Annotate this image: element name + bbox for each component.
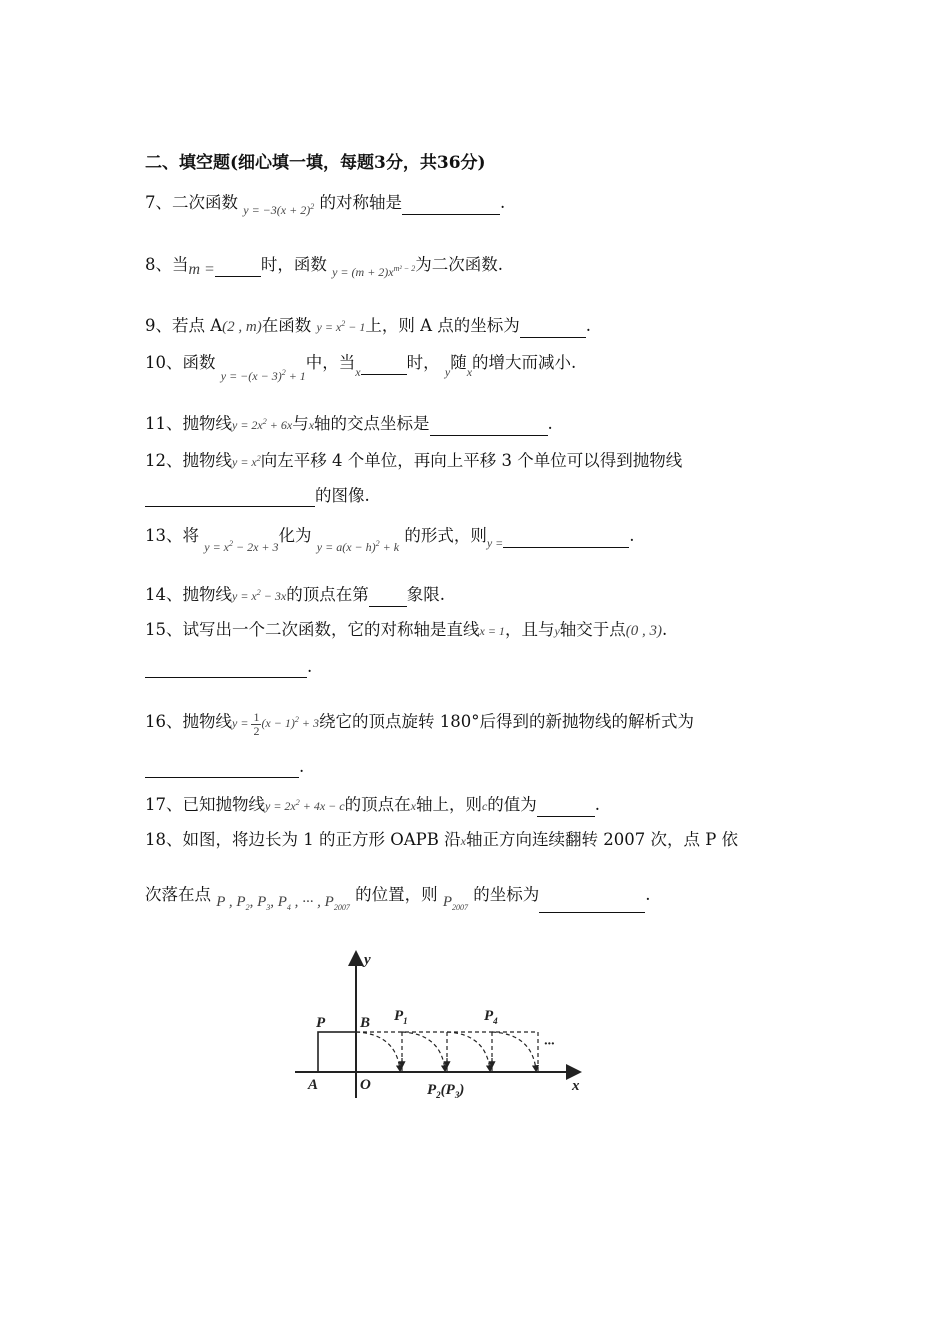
q17-suffix: 的值为 xyxy=(487,795,537,814)
question-12 xyxy=(145,448,682,473)
q13-equation-1 xyxy=(204,540,278,554)
q18-line2-prefix: 次落在点 xyxy=(145,885,211,904)
q10-equation xyxy=(221,369,306,383)
q10-suffix: 的增大而减小. xyxy=(472,353,577,372)
figure-dots: ··· xyxy=(544,1037,555,1052)
q14-mid: 的顶点在第 xyxy=(286,585,369,604)
q15-suffix: 轴交于点 xyxy=(559,620,626,639)
q18-line1-suffix: 轴正方向连续翻转 2007 次，点 P 依 xyxy=(465,830,739,849)
q18-line1-prefix: 18、如图，将边长为 1 的正方形 OAPB 沿 xyxy=(145,830,461,849)
question-18 xyxy=(145,829,738,852)
q12-suffix: 向左平移 4 个单位，再向上平移 3 个单位可以得到抛物线 xyxy=(260,451,683,470)
q9-equation xyxy=(317,320,366,334)
q10-eq-b: + 1 xyxy=(285,369,306,383)
q17-equation xyxy=(265,799,345,813)
q18-p-last-sub: 2007 xyxy=(452,903,468,912)
x-axis-label: x xyxy=(572,1078,580,1094)
q16-prefix: 16、抛物线 xyxy=(145,712,232,731)
q18-p-last xyxy=(443,894,468,910)
q8-answer-blank[interactable] xyxy=(215,258,261,277)
q7-eq-base: y = −3(x + 2) xyxy=(243,203,311,217)
q10-mid3: 随 xyxy=(450,353,467,372)
q17-end: . xyxy=(594,795,601,814)
q13-end: . xyxy=(629,526,635,545)
q18-p4: , P xyxy=(270,894,287,910)
q13-equation-2 xyxy=(317,540,399,554)
q9-point: (2 , m) xyxy=(222,319,262,335)
q13-prefix: 13、将 xyxy=(145,526,199,545)
q18-x: x xyxy=(460,834,466,848)
q8-eq-exp: m² − 2 xyxy=(393,264,416,273)
q18-points xyxy=(216,894,350,910)
q12-eq-exp: 2 xyxy=(256,454,261,463)
q13-eq-a: y = x xyxy=(204,540,229,554)
q10-x: x xyxy=(355,365,361,379)
q14-eq-a: y = x xyxy=(232,589,257,603)
q18-dots: , ··· , P xyxy=(290,894,334,910)
q18-p-last-label: P xyxy=(442,894,452,910)
label-P1: $P_1$ xyxy=(394,1008,408,1026)
q15-answer-blank[interactable] xyxy=(145,659,307,678)
question-12-line2 xyxy=(145,485,370,507)
q13-eq-b: − 2x + 3 xyxy=(233,540,279,554)
q11-eq-b: + 6x xyxy=(266,418,293,432)
q15-y: y xyxy=(554,624,560,638)
q18-p2-sub: 2 xyxy=(245,903,250,912)
q15-mid: ，且与 xyxy=(504,620,555,639)
q11-prefix: 11、抛物线 xyxy=(145,414,232,433)
question-7 xyxy=(145,190,505,215)
q17-eq-b: + 4x − c xyxy=(299,799,345,813)
question-16-line2 xyxy=(145,756,304,778)
q16-line2-end: . xyxy=(299,757,305,776)
q15-equation: x = 1 xyxy=(479,624,505,638)
q9-mid: 在函数 xyxy=(261,316,312,335)
q13-suffix: 的形式，则 xyxy=(404,526,487,545)
q9-end: . xyxy=(585,316,592,335)
q18-answer-blank[interactable] xyxy=(539,894,645,913)
q17-answer-blank[interactable] xyxy=(537,798,595,817)
label-P2-P3: $P_2(P_3)$ xyxy=(427,1082,465,1100)
q18-line2-suffix: 的坐标为 xyxy=(473,885,540,904)
q7-end: . xyxy=(499,193,506,212)
question-15 xyxy=(145,619,667,642)
square-flip-figure xyxy=(290,948,590,1108)
label-P: P xyxy=(316,1015,326,1031)
q18-line2-mid: 的位置，则 xyxy=(355,885,438,904)
q13-eq-c: y = a(x − h) xyxy=(316,540,376,554)
q10-prefix: 10、函数 xyxy=(145,353,216,372)
q7-prefix: 7、二次函数 xyxy=(145,193,238,212)
drop-arrows xyxy=(402,1058,492,1066)
question-9 xyxy=(145,313,591,338)
q17-mid: 的顶点在 xyxy=(344,795,411,814)
q11-answer-blank[interactable] xyxy=(430,417,548,436)
q13-mid: 化为 xyxy=(278,526,312,545)
q11-end: . xyxy=(547,414,553,433)
q12-eq-a: y = x xyxy=(232,455,257,469)
q9-suffix: 上，则 A 点的坐标为 xyxy=(365,316,520,335)
q8-mid: 时，函数 xyxy=(260,255,327,274)
q8-prefix: 8、当 xyxy=(145,255,189,274)
q17-mid2: 轴上，则 xyxy=(415,795,482,814)
label-O: O xyxy=(360,1077,371,1093)
q10-y: y xyxy=(444,365,451,379)
q16-equation xyxy=(232,709,319,738)
question-15-line2 xyxy=(145,656,312,678)
q14-suffix: 象限. xyxy=(406,585,445,604)
q10-answer-blank[interactable] xyxy=(361,356,407,375)
question-11 xyxy=(145,411,553,436)
q16-eq-y: y = xyxy=(232,716,249,730)
q18-end: . xyxy=(645,885,651,904)
label-P4: $P_4$ xyxy=(484,1008,498,1026)
q8-suffix: 为二次函数. xyxy=(415,255,503,274)
q14-eq-exp: 2 xyxy=(256,588,261,597)
section-heading: 二、填空题(细心填一填，每题3分，共36分) xyxy=(145,153,486,173)
q9-prefix: 9、若点 A xyxy=(145,316,223,335)
label-A: A xyxy=(308,1077,319,1093)
q7-eq-exp: 2 xyxy=(310,202,315,211)
question-8 xyxy=(145,252,503,277)
q14-prefix: 14、抛物线 xyxy=(145,585,232,604)
q17-eq-exp: 2 xyxy=(295,798,300,807)
rotation-arcs xyxy=(356,1032,536,1070)
q15-end: . xyxy=(662,620,668,639)
q8-m-label: m = xyxy=(188,261,215,278)
q16-eq-exp: 2 xyxy=(294,715,299,724)
q16-frac-den: 2 xyxy=(253,723,260,738)
q7-suffix: 的对称轴是 xyxy=(319,193,402,212)
q13-y-label: y = xyxy=(486,536,504,550)
q17-x: x xyxy=(410,799,416,813)
q15-prefix: 15、试写出一个二次函数，它的对称轴是直线 xyxy=(145,620,480,639)
q13-answer-blank[interactable] xyxy=(503,529,629,548)
q15-line2-end: . xyxy=(307,657,313,676)
q18-p3-sub: 3 xyxy=(266,903,271,912)
q10-eq-exp: 2 xyxy=(281,368,286,377)
q14-equation xyxy=(232,589,286,603)
q11-mid: 与 xyxy=(292,414,309,433)
q12-equation xyxy=(232,455,261,469)
q13-eq-d: + k xyxy=(379,540,400,554)
y-axis-label: y xyxy=(364,952,371,968)
q17-c: c xyxy=(481,799,488,813)
q11-eq-exp: 2 xyxy=(262,417,267,426)
q9-answer-blank[interactable] xyxy=(520,319,586,338)
q10-eq-a: y = −(x − 3) xyxy=(220,369,282,383)
q16-eq-b: (x − 1) xyxy=(261,716,295,730)
q11-x: x xyxy=(308,418,315,432)
q10-x2: x xyxy=(466,365,473,379)
q17-prefix: 17、已知抛物线 xyxy=(145,795,265,814)
question-16 xyxy=(145,703,694,740)
q14-eq-b: − 3x xyxy=(260,589,287,603)
q11-eq-a: y = 2x xyxy=(232,418,263,432)
q15-point: (0 , 3) xyxy=(625,623,663,639)
q13-eq-exp: 2 xyxy=(229,539,233,548)
q18-p1: P , P xyxy=(216,894,246,910)
q18-p4-sub: 4 xyxy=(286,903,291,912)
q12-line2: 的图像. xyxy=(315,486,370,505)
q16-frac-num: 1 xyxy=(253,709,260,724)
q9-eq-b: − 1 xyxy=(345,320,366,334)
q16-eq-c: + 3 xyxy=(298,716,319,730)
q11-equation xyxy=(232,418,292,432)
q13-eq-exp2: 2 xyxy=(375,539,380,548)
q18-p3: , P xyxy=(249,894,267,910)
q12-answer-blank[interactable] xyxy=(145,488,315,507)
q7-answer-blank[interactable] xyxy=(402,196,500,215)
q10-mid2: 时， xyxy=(406,353,440,372)
question-18-line2 xyxy=(145,884,651,913)
q18-p2007-sub: 2007 xyxy=(333,903,350,912)
question-10 xyxy=(145,350,577,383)
question-17 xyxy=(145,792,600,817)
q8-eq-base: y = (m + 2)x xyxy=(332,265,394,279)
q17-eq-a: y = 2x xyxy=(265,799,296,813)
q16-fraction xyxy=(251,711,261,738)
q8-equation xyxy=(332,265,415,279)
label-B: B xyxy=(360,1015,371,1031)
q10-mid1: 中，当 xyxy=(305,353,356,372)
q7-equation xyxy=(243,203,314,217)
q16-suffix: 绕它的顶点旋转 180°后得到的新抛物线的解析式为 xyxy=(318,712,694,731)
q11-suffix: 轴的交点坐标是 xyxy=(314,414,430,433)
question-14 xyxy=(145,582,445,607)
q12-prefix: 12、抛物线 xyxy=(145,451,232,470)
q9-eq-a: y = x xyxy=(316,320,342,334)
q16-answer-blank[interactable] xyxy=(145,759,299,778)
q14-answer-blank[interactable] xyxy=(369,588,407,607)
square-oapb xyxy=(318,1032,356,1072)
question-13 xyxy=(145,523,635,554)
q9-eq-exp: 2 xyxy=(341,319,346,328)
